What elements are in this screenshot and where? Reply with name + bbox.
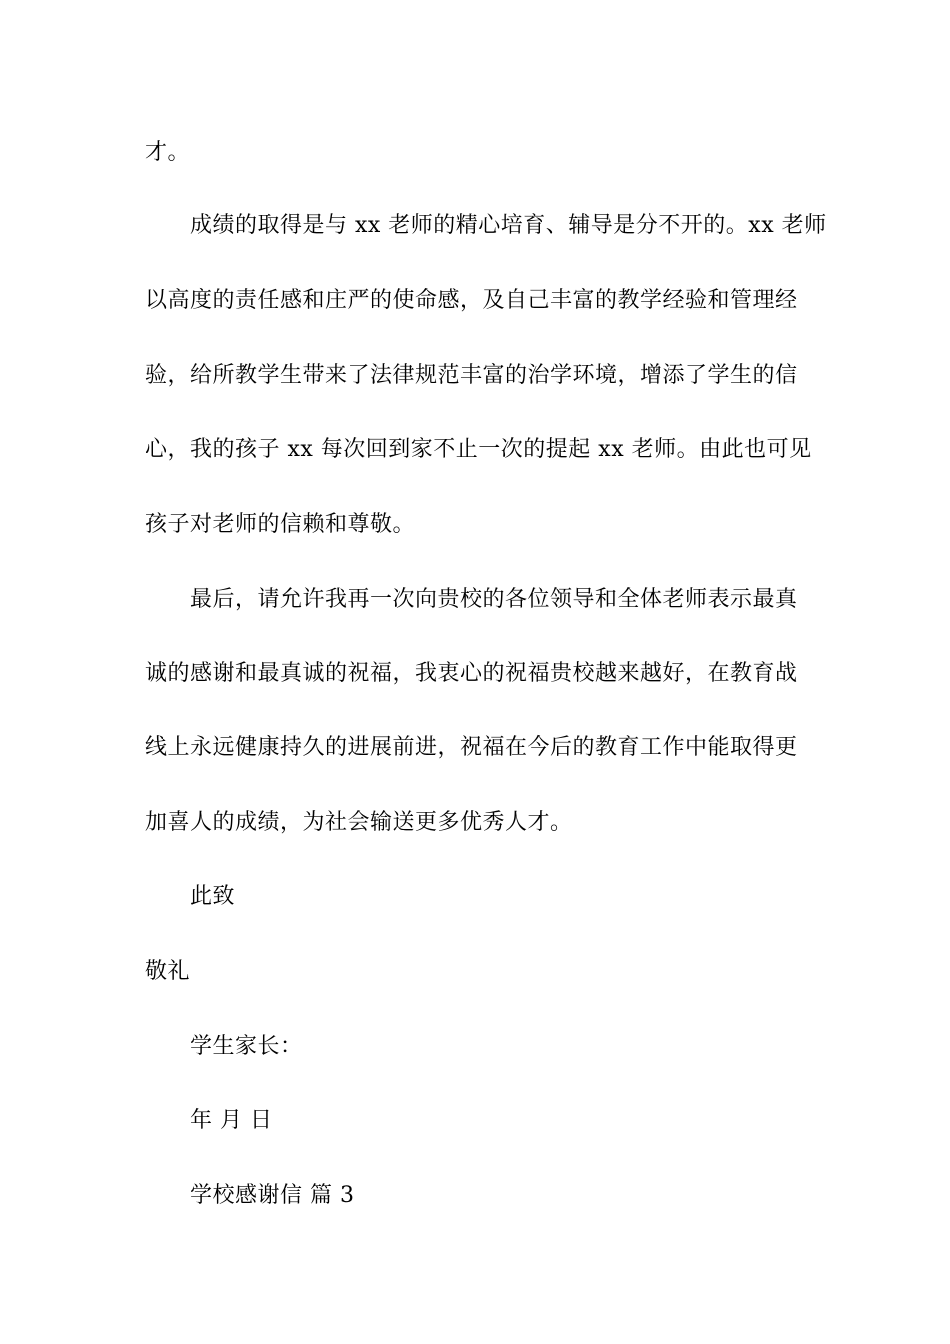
text-line: 以高度的责任感和庄严的使命感，及自己丰富的教学经验和管理经 xyxy=(145,288,798,313)
text-line: 验，给所教学生带来了法律规范丰富的治学环境，增添了学生的信 xyxy=(145,363,798,388)
salutation-closing: 此致 xyxy=(190,884,236,909)
text-line: 心，我的孩子 xx 每次回到家不止一次的提起 xx 老师。由此也可见 xyxy=(145,437,812,462)
paragraph-start: 最后，请允许我再一次向贵校的各位领导和全体老师表示最真 xyxy=(190,587,798,612)
text-line: 诚的感谢和最真诚的祝福，我衷心的祝福贵校越来越好，在教育战 xyxy=(145,661,798,686)
text-line: 加喜人的成绩，为社会输送更多优秀人才。 xyxy=(145,810,573,835)
text-line: 线上永远健康持久的进展前进，祝福在今后的教育工作中能取得更 xyxy=(145,735,798,760)
section-heading: 学校感谢信 篇 3 xyxy=(190,1183,355,1208)
text-line: 才。 xyxy=(145,140,191,165)
signature-parent: 学生家长： xyxy=(190,1034,303,1059)
salutation-regards: 敬礼 xyxy=(145,959,191,984)
text-line: 孩子对老师的信赖和尊敬。 xyxy=(145,512,416,537)
signature-date: 年 月 日 xyxy=(190,1108,273,1133)
paragraph-start: 成绩的取得是与 xx 老师的精心培育、辅导是分不开的。xx 老师 xyxy=(190,213,827,238)
